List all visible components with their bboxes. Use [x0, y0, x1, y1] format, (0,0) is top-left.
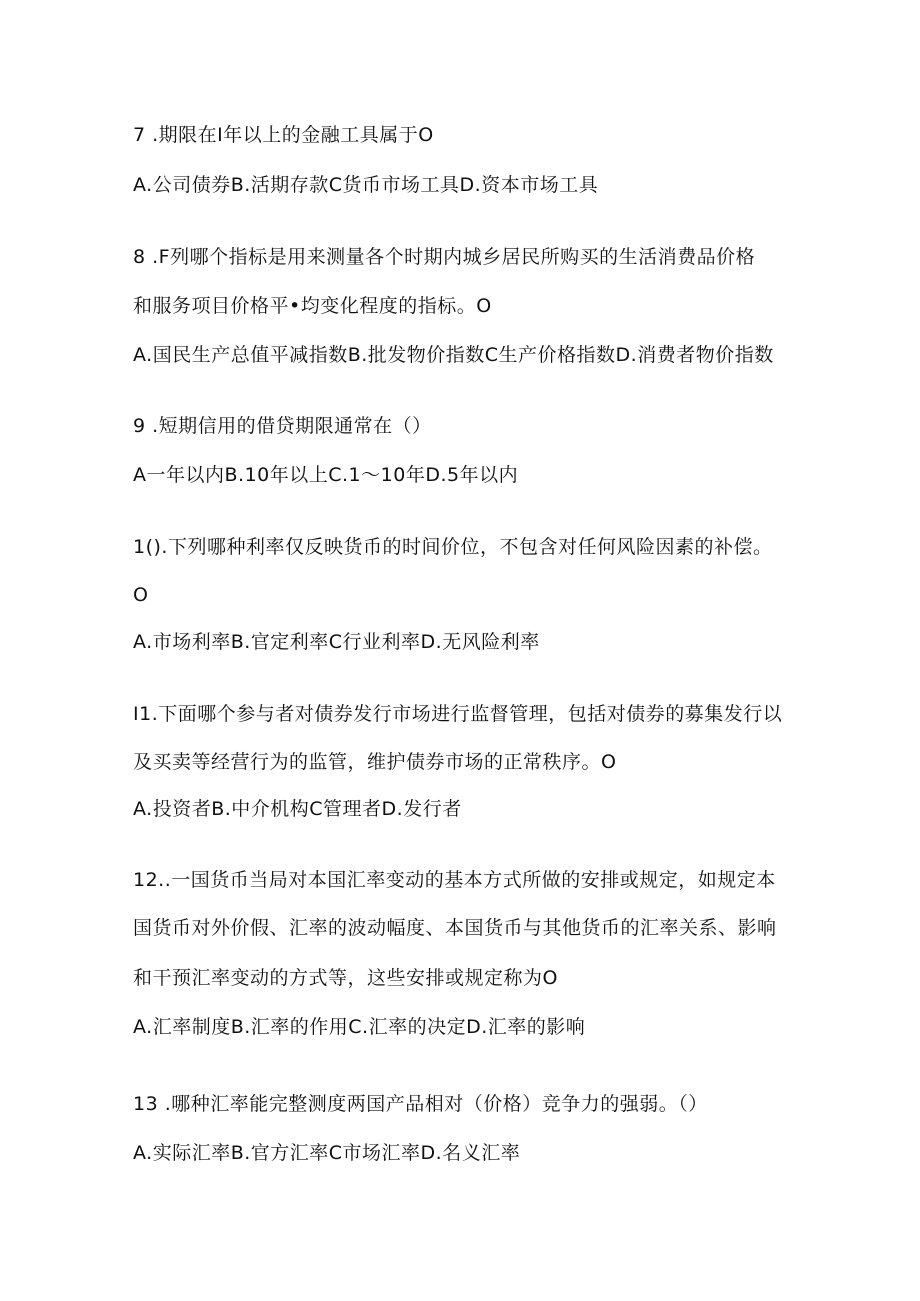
question-12-stem-line-2: 国货币对外价假、汇率的波动幅度、本国货币与其他货币的汇率关系、影响 [133, 917, 777, 939]
question-12-stem-line-1: 12..一国货币当局对本国汇率变动的基本方式所做的安排或规定，如规定本 [133, 869, 776, 891]
question-12-options: A.汇率制度B.汇率的作用C.汇率的决定D.汇率的影响 [133, 1016, 586, 1038]
question-12-stem-line-3: 和干预汇率变动的方式等，这些安排或规定称为O [133, 967, 558, 989]
question-10-stem-line-1: 1().下列哪种利率仅反映货币的时间价位，不包含对任何风险因素的补偿。 [133, 536, 773, 558]
question-7-options: A.公司债券B.活期存款C货币市场工具D.资本市场工具 [133, 174, 599, 196]
question-13-stem: 13 .哪种汇率能完整测度两国产品相对（价格）竞争力的强弱。（） [133, 1093, 708, 1115]
question-10-options: A.市场利率B.官定利率C行业利率D.无风险利率 [133, 631, 540, 653]
question-10-stem-line-2: O [133, 584, 149, 606]
question-11-stem-line-1: I1.下面哪个参与者对债券发行市场进行监督管理，包括对债券的募集发行以 [133, 703, 783, 725]
question-7-stem: 7 .期限在I年以上的金融工具属于O [133, 124, 434, 146]
question-11-stem-line-2: 及买卖等经营行为的监管，维护债券市场的正常秩序。O [133, 751, 617, 773]
question-9-options: A一年以内B.10年以上C.1～10年D.5年以内 [133, 464, 519, 486]
question-8-options: A.国民生产总值平减指数B.批发物价指数C生产价格指数D.消费者物价指数 [133, 344, 774, 366]
question-13-options: A.实际汇率B.官方汇率C市场汇率D.名义汇率 [133, 1142, 521, 1164]
question-8-stem-line-1: 8 .F列哪个指标是用来测量各个时期内城乡居民所购买的生活消费品价格 [133, 246, 756, 268]
question-11-options: A.投资者B.中介机构C管理者D.发行者 [133, 798, 462, 820]
question-9-stem: 9 .短期信用的借贷期限通常在（） [133, 415, 432, 437]
question-8-stem-line-2: 和服务项目价格平•均变化程度的指标。O [133, 295, 492, 317]
